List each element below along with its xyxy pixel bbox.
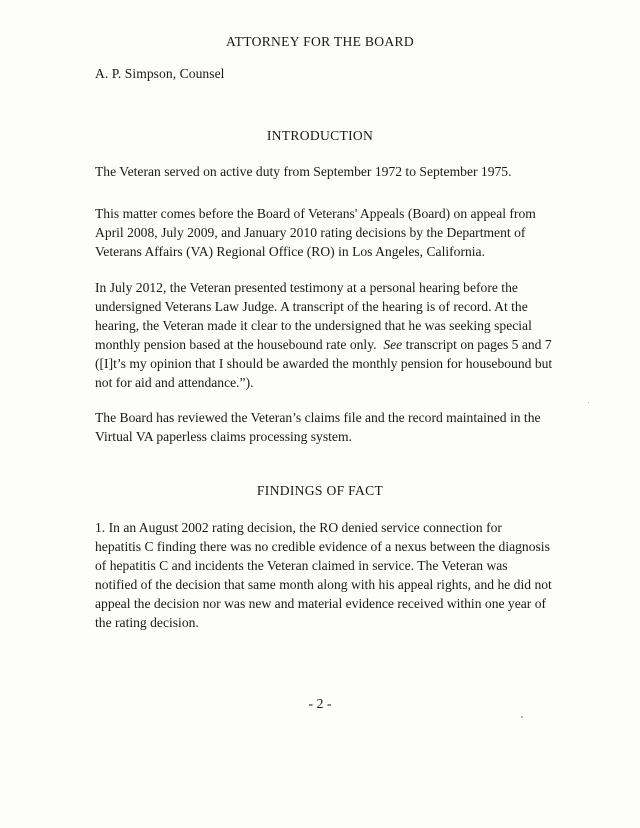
paragraph-line: of hepatitis C and incidents the Veteran claimed in service. The Veteran was (95, 558, 508, 573)
paragraph-line: hepatitis C finding there was no credible evidence of a nexus between the diagnosis (95, 539, 550, 554)
paragraph-line: the rating decision. (95, 615, 199, 630)
paragraph-line: ([I]t’s my opinion that I should be awarded the monthly pension for housebound but (95, 356, 553, 371)
see-citation: See (383, 337, 403, 352)
paragraph-line-rest: transcript on pages 5 and 7 (402, 337, 552, 352)
paragraph-line: notified of the decision that same month along with his appeal rights, and he did not (95, 577, 552, 592)
paragraph-line: The Board has reviewed the Veteran’s claims file and the record maintained in the (95, 410, 541, 425)
paragraph-line: Veterans Affairs (VA) Regional Office (RO) in Los Angeles, California. (95, 244, 485, 259)
page-number: - 2 - (308, 696, 332, 711)
intro-paragraph-matter (95, 204, 565, 261)
paragraph-line: In July 2012, the Veteran presented testimony at a personal hearing before the (95, 280, 518, 295)
introduction-heading: INTRODUCTION (266, 128, 374, 143)
paragraph-line: hearing, the Veteran made it clear to the undersigned that he was seeking special (95, 318, 532, 333)
scan-speck (588, 402, 589, 403)
paragraph-line: not for aid and attendance.”). (95, 375, 254, 390)
paragraph-line: This matter comes before the Board of Veterans' Appeals (Board) on appeal from (95, 206, 536, 221)
paragraph-line (95, 335, 565, 354)
intro-paragraph-service (95, 162, 565, 181)
paragraph-line-start: monthly pension based at the housebound rate only. (95, 337, 384, 352)
intro-paragraph-review (95, 408, 565, 446)
counsel-name: A. P. Simpson, Counsel (95, 66, 225, 81)
paragraph-line: Virtual VA paperless claims processing system. (95, 429, 352, 444)
intro-paragraph-hearing (95, 278, 565, 392)
paragraph-line: 1. In an August 2002 rating decision, the RO denied service connection for (95, 520, 502, 535)
paragraph-line: undersigned Veterans Law Judge. A transcript of the hearing is of record. At the (95, 299, 528, 314)
scan-speck (521, 716, 523, 718)
attorney-heading: ATTORNEY FOR THE BOARD (226, 34, 414, 49)
paragraph-line: April 2008, July 2009, and January 2010 rating decisions by the Department of (95, 225, 526, 240)
findings-heading: FINDINGS OF FACT (256, 483, 384, 498)
paragraph-line: The Veteran served on active duty from September 1972 to September 1975. (95, 164, 512, 179)
finding-paragraph-1 (95, 518, 565, 632)
paragraph-line: appeal the decision nor was new and material evidence received within one year of (95, 596, 547, 611)
